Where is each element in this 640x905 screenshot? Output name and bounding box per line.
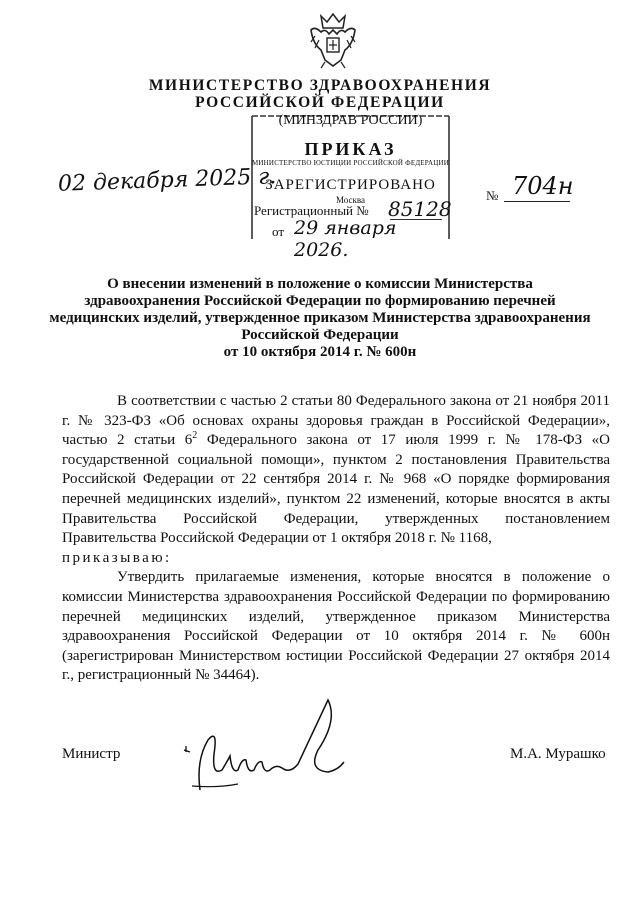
document-type: ПРИКАЗ — [304, 139, 397, 159]
stamp-status: ЗАРЕГИСТРИРОВАНО — [265, 177, 436, 193]
title-line: медицинских изделий, утвержденное приказом Министерства здравоохранения — [49, 310, 591, 326]
order-number: 704н — [512, 172, 574, 200]
signer-role: Министр — [62, 746, 121, 762]
body-paragraph-2: Утвердить прилагаемые изменения, которые вносятся в положение о комиссии Министерства здравоохранения Российской Федерации по формированию перечней медицинских изделий, утвержденное приказом Министерства здравоохранения Российской Федерации от 10 октября 2014 г. № 600н (зарегистрирован Министерством юстиции Российской Федерации 27 октября 2014 г., регистрационный № 34464). — [62, 569, 610, 684]
stamp-reg-date: 29 января 2026. — [294, 217, 397, 261]
title-line: от 10 октября 2014 г. № 600н — [223, 344, 417, 360]
p1-text-part1: В соответствии с частью 2 статьи 80 Федерального закона от 21 ноября 2011 г. № 323-ФЗ «Об основах охраны здоровья граждан в Российской Федерации», частью 2 статьи 6 — [62, 393, 610, 449]
ministry-name-line2: РОССИЙСКОЙ ФЕДЕРАЦИИ — [195, 94, 445, 111]
order-date: 02 декабря 2025 г. — [57, 164, 277, 197]
stamp-ministry-justice: МИНИСТЕРСТВО ЮСТИЦИИ РОССИЙСКОЙ ФЕДЕРАЦИИ — [252, 159, 449, 167]
order-title — [40, 276, 600, 361]
title-line: здравоохранения Российской Федерации по формированию перечней — [84, 293, 556, 309]
stamp-date-prefix: от — [272, 224, 285, 239]
title-line: Российской Федерации — [241, 327, 399, 343]
order-number-underline — [504, 201, 570, 202]
number-prefix: № — [486, 188, 499, 203]
signer-name: М.А. Мурашко — [510, 746, 606, 762]
ministry-short-name: (МИНЗДРАВ РОССИИ) — [278, 113, 423, 128]
ministry-name-line1: МИНИСТЕРСТВО ЗДРАВООХРАНЕНИЯ — [148, 77, 492, 94]
coat-of-arms-icon — [307, 10, 359, 70]
p1-text-part2: Федерального закона от 17 июля 1999 г. № 178-ФЗ «О государственной социальной помощи», пунктом 2 постановления Правительства Российской Федерации от 22 сентября 2014 г. № 968 «О порядке формирования перечней медицинских изделий», пунктом 22 изменений, которые вносятся в акты Правительства Российской Федерации, утвержденных постановлением Правительства Российской Федерации от 1 октября 2018 г. № 1168, — [62, 432, 610, 547]
registration-stamp — [248, 113, 453, 261]
stamp-reg-number: 85128 — [388, 197, 452, 221]
title-line: О внесении изменений в положение о комиссии Министерства — [107, 276, 533, 292]
order-body — [62, 392, 610, 686]
stamp-reg-label: Регистрационный № — [254, 203, 369, 218]
p1-superscript: 2 — [192, 430, 198, 442]
stamp-city: Москва — [336, 195, 365, 205]
body-paragraph-1 — [62, 392, 610, 549]
order-word: приказываю: — [62, 549, 172, 566]
handwritten-signature — [178, 690, 358, 800]
